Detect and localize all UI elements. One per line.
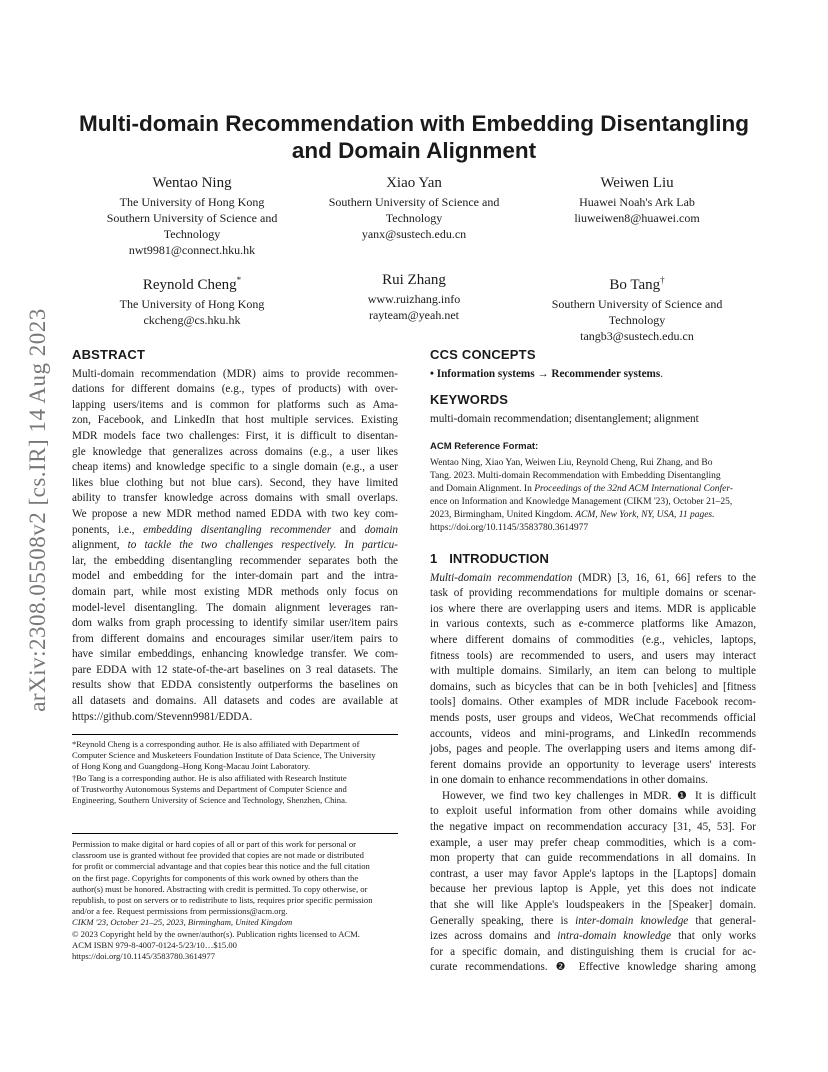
- abstract-line: alignment, to tackle the two challenges respectively. In particu-: [72, 539, 398, 552]
- intro-p2-line: contrast, a user may favor Apple's laptops in the [Laptops] domain: [430, 867, 756, 880]
- abstract-line: have similar embeddings, enhancing knowledge transfer. We com-: [72, 648, 398, 661]
- title-line-1: Multi-domain Recommendation with Embedding Disentangling: [78, 111, 749, 136]
- footnote-reynold-cheng: [72, 739, 398, 773]
- ccs-concept-item: • Information systems → Recommender systems.: [430, 367, 664, 380]
- abstract-body: [72, 367, 398, 726]
- permission-line: republish, to post on servers or to redistribute to lists, requires prior specific permission: [72, 895, 373, 906]
- left-column: [72, 347, 398, 725]
- intro-p1-line: task of providing recommendations for multiple domains or scenar-: [430, 587, 756, 600]
- author-name: Reynold Cheng*: [142, 275, 242, 293]
- intro-p1-line: where different domains of commodities (e.g., vehicles, laptops,: [430, 633, 756, 646]
- abstract-line: likes blue clothing but not blue cars). Second, they have limited: [72, 476, 398, 489]
- abstract-line: cheap items) and knowledge specific to a single domain (e.g., a user: [72, 461, 398, 474]
- ccs-heading: CCS CONCEPTS: [430, 347, 536, 362]
- keywords-heading: KEYWORDS: [430, 392, 509, 408]
- author-block-rui-zhang: [304, 271, 524, 323]
- abstract-line: model-level disentangling. The domain alignment leverages ran-: [72, 601, 398, 614]
- permission-notice: [72, 833, 398, 962]
- abstract-line: https://github.com/Stevenn9981/EDDA.: [72, 710, 253, 723]
- intro-p1-line: Multi-domain recommendation (MDR) [3, 16, 61, 66] refers to the: [430, 571, 756, 584]
- author-name: Xiao Yan: [386, 175, 442, 191]
- section-number: 1: [430, 550, 438, 566]
- author-block-bo-tang: [527, 271, 747, 344]
- footnote-line: †Bo Tang is a corresponding author. He is also affiliated with Research Institute: [72, 772, 347, 783]
- author-name: Rui Zhang: [382, 272, 446, 288]
- permission-line: on the first page. Copyrights for components of this work owned by others than the: [72, 872, 359, 883]
- intro-p1-line: accounts, videos and mini-programs, and LinkedIn recommends: [430, 727, 756, 740]
- author-email: yanx@sustech.edu.cn: [361, 227, 467, 241]
- author-affiliation: Technology: [608, 313, 666, 327]
- abstract-line: lar, the embedding disentangling recommender separates both the: [72, 554, 398, 567]
- keywords-text: multi-domain recommendation; disentanglement; alignment: [430, 412, 699, 425]
- title-line-2: and Domain Alignment: [291, 138, 537, 163]
- author-email: nwt9981@connect.hku.hk: [128, 243, 256, 257]
- abstract-line: ponents, i.e., embedding disentangling recommender and domain: [72, 523, 399, 536]
- intro-p1-line: domains, such as bicycles that can be in both [vehicles] and [fitness: [430, 680, 756, 693]
- abstract-line: Multi-domain recommendation (MDR) aims to provide recommen-: [72, 367, 398, 380]
- author-email: liuweiwen8@huawei.com: [574, 211, 700, 225]
- intro-p2-line: Generally speaking, there is inter-domain knowledge that general-: [430, 914, 756, 927]
- author-affiliation: Southern University of Science and: [328, 195, 500, 209]
- author-affiliation: Southern University of Science and: [551, 297, 723, 311]
- abstract-line: model and embedding for the inter-domain part and the intra-: [72, 570, 398, 583]
- abstract-line: results show that EDDA consistently outperforms the baselines on: [72, 679, 398, 692]
- abstract-line: domain part, while most existing MDR methods only focus on: [72, 585, 398, 598]
- author-affiliation: Huawei Noah's Ark Lab: [579, 195, 695, 209]
- intro-p2-line: for a specific domain, and distinguishing them is crucial for ac-: [430, 945, 756, 958]
- author-affiliation: www.ruizhang.info: [367, 292, 461, 306]
- abstract-heading: ABSTRACT: [72, 347, 146, 362]
- permission-line: for profit or commercial advantage and that copies bear this notice and the full citation: [72, 861, 370, 872]
- footnote-line: of Hong Kong and Guangdong–Hong Kong-Macau Joint Laboratory.: [72, 761, 311, 772]
- permission-line: author(s) must be honored. Abstracting with credit is permitted. To copy otherwise, or: [72, 883, 368, 894]
- intro-p2-line: However, we find two key challenges in MDR. ❶ It is difficult: [442, 789, 756, 802]
- intro-p2-line: izes across domains and intra-domain knowledge that only works: [430, 930, 757, 943]
- acm-reference-body: [430, 457, 756, 535]
- author-affiliation: The University of Hong Kong: [119, 297, 265, 311]
- abstract-line: gle knowledge that generalizes across domains (e.g., a user likes: [72, 445, 398, 458]
- intro-p1-line: jobs, pages and people. The overlapping users and items among dif-: [430, 743, 756, 756]
- author-affiliation: The University of Hong Kong: [119, 195, 265, 209]
- author-email: tangb3@sustech.edu.cn: [580, 329, 694, 343]
- author-name: Bo Tang†: [609, 275, 665, 293]
- author-block-xiao-yan: [304, 174, 524, 242]
- intro-p2-line: example, a user may prefer cheap commodities, which is a com-: [430, 836, 756, 849]
- author-email: ckcheng@cs.hku.hk: [143, 313, 241, 327]
- venue-line: CIKM '23, October 21–25, 2023, Birmingham, United Kingdom: [72, 917, 293, 928]
- abstract-line: dations for different domains (e.g., types of products) with over-: [72, 383, 398, 396]
- arxiv-stamp-text: arXiv:2308.05508v2 [cs.IR] 14 Aug 2023: [25, 308, 51, 712]
- acm-reference-line: Wentao Ning, Xiao Yan, Weiwen Liu, Reynold Cheng, Rui Zhang, and Bo: [430, 457, 713, 468]
- author-block-reynold-cheng: [82, 271, 302, 328]
- introduction-heading: [430, 551, 756, 567]
- paper-title: [60, 110, 768, 164]
- permission-line: and/or a fee. Request permissions from permissions@acm.org.: [72, 906, 288, 917]
- intro-p1-line: fitness tools) are recommended to users, and users may interact: [430, 649, 756, 662]
- intro-p2-line: because her previous laptop is Apple, yet this does not indicate: [430, 883, 756, 896]
- abstract-line: from different domains and encourages similar user/item pairs to: [72, 632, 398, 645]
- arxiv-stamp: [20, 290, 56, 730]
- permission-text: [72, 839, 398, 917]
- abstract-line: all datasets and domains. All datasets and codes are available at: [72, 695, 398, 708]
- intro-p1-line: in one domain to enhance recommendations in other domains.: [430, 774, 709, 787]
- abstract-line: pare EDDA with 12 state-of-the-art baselines on 3 real datasets. The: [72, 663, 398, 676]
- intro-p1-line: ferent domains provide an opportunity to leverage users' interests: [430, 758, 756, 771]
- section-title: INTRODUCTION: [449, 550, 549, 566]
- abstract-line: zon, Facebook, and LinkedIn that host multiple services. Existing: [72, 414, 398, 427]
- abstract-line: MDR models face two challenges: First, it is difficult to disentan-: [72, 429, 398, 442]
- author-block-wentao-ning: [82, 174, 302, 258]
- intro-p2-line: curate recommendations. ❷ Effective knowledge sharing among: [430, 961, 756, 974]
- introduction-paragraph-2: [430, 789, 756, 976]
- author-name: Weiwen Liu: [600, 175, 674, 191]
- acm-reference-line: 2023, Birmingham, United Kingdom. ACM, New York, NY, USA, 11 pages.: [430, 509, 715, 520]
- introduction-paragraph-1: [430, 571, 756, 789]
- right-column: [430, 347, 756, 976]
- intro-p2-line: the negative impact on recommendation accuracy [31, 45, 53]. For: [430, 821, 756, 834]
- acm-reference-line: and Domain Alignment. In Proceedings of the 32nd ACM International Confer-: [430, 483, 733, 494]
- intro-p2-line: that she will like Apple's loudspeakers in the [Speaker] domain.: [430, 899, 756, 912]
- author-affiliation: Southern University of Science and: [106, 211, 278, 225]
- intro-p1-line: mends posts, user groups and videos, WeChat recommends official: [430, 711, 756, 724]
- intro-p1-line: tools] domains. Other examples of MDR include Facebook recom-: [430, 696, 756, 709]
- acm-reference-line: https://doi.org/10.1145/3583780.3614977: [430, 522, 589, 533]
- intro-p1-line: with multiple domains. Similarly, an item can belong to multiple: [430, 665, 756, 678]
- intro-p2-line: to exploit useful information from other domains while avoiding: [430, 805, 756, 818]
- footnote-line: of Trustworthy Autonomous Systems and Department of Computer Science and: [72, 783, 347, 794]
- footnote-line: Computer Science and Musketeers Foundation Institute of Data Science, The University: [72, 750, 376, 761]
- abstract-line: We propose a new MDR method named EDDA with two key com-: [72, 507, 398, 520]
- intro-p1-line: in various contexts, such as e-commerce platforms like Amazon,: [430, 618, 756, 631]
- author-affiliation: Technology: [385, 211, 443, 225]
- footnotes: [72, 734, 398, 806]
- acm-reference-line: Tang. 2023. Multi-domain Recommendation with Embedding Disentangling: [430, 470, 721, 481]
- abstract-line: lapping users/items and is common for platforms such as Ama-: [72, 398, 398, 411]
- isbn-line: ACM ISBN 979-8-4007-0124-5/23/10…$15.00: [72, 939, 237, 950]
- footnote-bo-tang: [72, 773, 398, 807]
- footnote-line: Engineering, Southern University of Science and Technology, Shenzhen, China.: [72, 795, 348, 806]
- author-email: rayteam@yeah.net: [368, 308, 459, 322]
- copyright-line: © 2023 Copyright held by the owner/author(s). Publication rights licensed to ACM.: [72, 928, 360, 939]
- abstract-line: dom walks from graph processing to identify similar user/item pairs: [72, 617, 398, 630]
- doi-line: https://doi.org/10.1145/3583780.3614977: [72, 951, 215, 962]
- abstract-line: ability to transfer knowledge across domains with small overlaps.: [72, 492, 398, 505]
- acm-reference-heading: ACM Reference Format:: [430, 441, 539, 453]
- footnote-line: *Reynold Cheng is a corresponding author. He is also affiliated with Department of: [72, 739, 360, 749]
- intro-p2-line: mon property that can guide recommendations in all domains. In: [430, 852, 756, 865]
- permission-line: Permission to make digital or hard copies of all or part of this work for personal or: [72, 839, 357, 849]
- permission-line: classroom use is granted without fee provided that copies are not made or distributed: [72, 850, 364, 861]
- acm-reference-line: ence on Information and Knowledge Management (CIKM '23), October 21–25,: [430, 496, 733, 507]
- author-name: Wentao Ning: [152, 175, 232, 191]
- author-affiliation: Technology: [163, 227, 221, 241]
- author-block-weiwen-liu: [527, 174, 747, 226]
- intro-p1-line: ios where there are overlapping users and items. MDR is applicable: [430, 602, 756, 615]
